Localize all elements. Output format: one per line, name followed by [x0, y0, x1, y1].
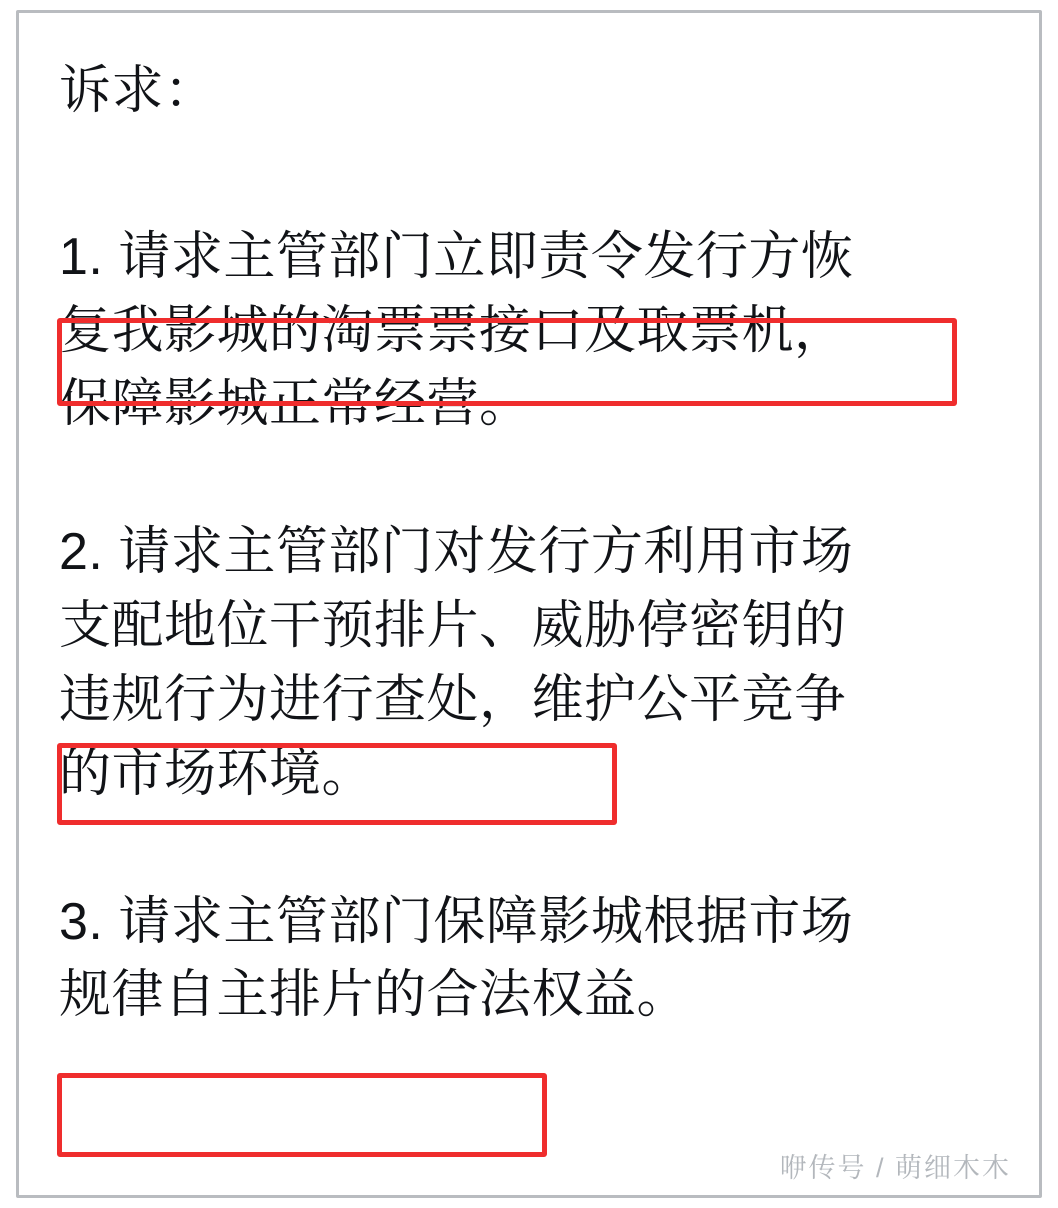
demand-2-paragraph	[59, 516, 1015, 811]
heading-line: 诉求：	[59, 62, 217, 120]
document-heading	[59, 55, 1015, 129]
demand-2-line-1: 2. 请求主管部门对发行方利用市场	[59, 523, 854, 582]
spacer	[59, 442, 1015, 516]
watermark-text: 咿传号 / 萌细木木	[779, 1153, 1011, 1183]
demand-1-line-1: 1. 请求主管部门立即责令发行方恢	[59, 227, 854, 286]
demand-2-line-3: 违规行为进行查处，维护公平竞争	[59, 670, 847, 729]
demand-3-line-1: 3. 请求主管部门保障影城根据市场	[59, 892, 854, 951]
demand-3-line-2: 规律自主排片的合法权益。	[59, 966, 690, 1025]
demand-2-line-2: 支配地位干预排片、威胁停密钥的	[59, 597, 847, 656]
demand-3-paragraph	[59, 886, 1015, 1034]
demand-1-paragraph	[59, 221, 1015, 442]
document-frame	[16, 10, 1042, 1198]
demand-1-line-2: 复我影城的淘票票接口及取票机，	[59, 301, 847, 360]
highlight-box-3	[57, 1073, 547, 1157]
spacer	[59, 129, 1015, 221]
demand-2-line-4: 的市场环境。	[59, 744, 375, 803]
document-body	[59, 55, 1015, 1033]
spacer	[59, 812, 1015, 886]
demand-1-line-3: 保障影城正常经营。	[59, 375, 532, 434]
